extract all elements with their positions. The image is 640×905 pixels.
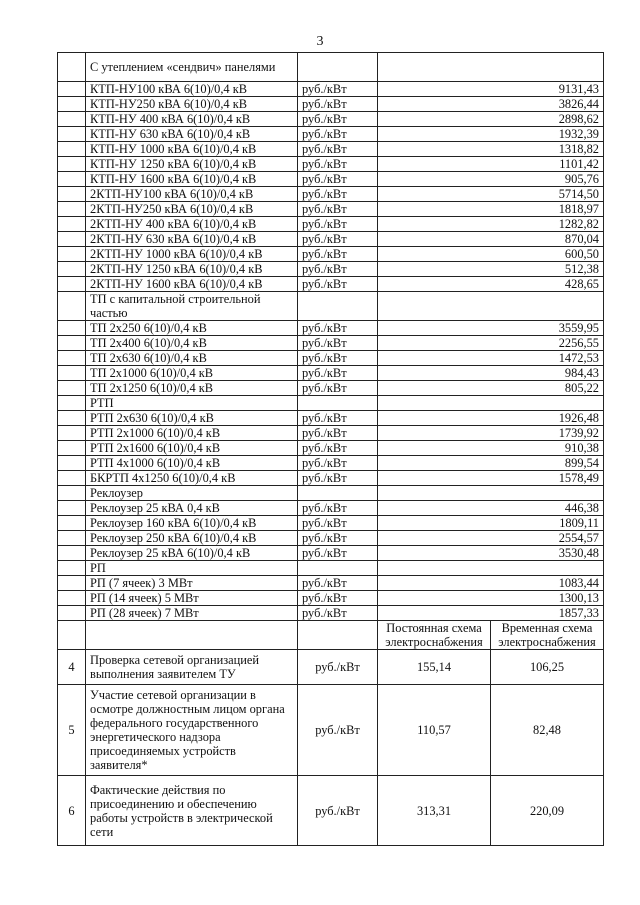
unit-cell: руб./кВт bbox=[298, 112, 378, 127]
unit-cell: руб./кВт bbox=[298, 157, 378, 172]
price-value: 1472,53 bbox=[378, 351, 604, 366]
price-value: 1101,42 bbox=[378, 157, 604, 172]
unit-cell: руб./кВт bbox=[298, 187, 378, 202]
number-cell bbox=[58, 217, 86, 232]
value-cell bbox=[378, 53, 604, 82]
table-row bbox=[58, 112, 604, 127]
group-heading: С утеплением «сендвич» панелями bbox=[86, 53, 298, 82]
unit-cell: руб./кВт bbox=[298, 202, 378, 217]
number-cell bbox=[58, 247, 86, 262]
number-cell bbox=[58, 292, 86, 321]
table-row bbox=[58, 426, 604, 441]
number-cell bbox=[58, 187, 86, 202]
unit-cell: руб./кВт bbox=[298, 82, 378, 97]
unit-cell: руб./кВт bbox=[298, 142, 378, 157]
price-value: 905,76 bbox=[378, 172, 604, 187]
table-row bbox=[58, 321, 604, 336]
price-value: 2554,57 bbox=[378, 531, 604, 546]
item-name: КТП-НУ 400 кВА 6(10)/0,4 кВ bbox=[86, 112, 298, 127]
item-name: РП (14 ячеек) 5 МВт bbox=[86, 591, 298, 606]
number-cell bbox=[58, 501, 86, 516]
group-heading: РП bbox=[86, 561, 298, 576]
unit-cell: руб./кВт bbox=[298, 531, 378, 546]
number-cell bbox=[58, 53, 86, 82]
price-value: 899,54 bbox=[378, 456, 604, 471]
number-cell bbox=[58, 591, 86, 606]
unit-cell: руб./кВт bbox=[298, 336, 378, 351]
tariff-table-body bbox=[58, 53, 604, 846]
temporary-value: 82,48 bbox=[491, 685, 604, 776]
value-cell bbox=[378, 396, 604, 411]
price-value: 5714,50 bbox=[378, 187, 604, 202]
price-value: 910,38 bbox=[378, 441, 604, 456]
unit-cell: руб./кВт bbox=[298, 471, 378, 486]
unit-cell: руб./кВт bbox=[298, 606, 378, 621]
item-number: 4 bbox=[58, 650, 86, 685]
table-row bbox=[58, 97, 604, 112]
table-row bbox=[58, 576, 604, 591]
number-cell bbox=[58, 381, 86, 396]
table-row bbox=[58, 441, 604, 456]
unit-cell: руб./кВт bbox=[298, 685, 378, 776]
unit-cell bbox=[298, 53, 378, 82]
number-cell bbox=[58, 621, 86, 650]
group-heading: РТП bbox=[86, 396, 298, 411]
item-number: 6 bbox=[58, 776, 86, 846]
table-row bbox=[58, 187, 604, 202]
unit-cell: руб./кВт bbox=[298, 776, 378, 846]
item-name: 2КТП-НУ 1000 кВА 6(10)/0,4 кВ bbox=[86, 247, 298, 262]
item-name: ТП 2х630 6(10)/0,4 кВ bbox=[86, 351, 298, 366]
unit-cell: руб./кВт bbox=[298, 351, 378, 366]
unit-cell: руб./кВт bbox=[298, 411, 378, 426]
numbered-item-row bbox=[58, 776, 604, 846]
number-cell bbox=[58, 531, 86, 546]
number-cell bbox=[58, 456, 86, 471]
item-name: РТП 2х1600 6(10)/0,4 кВ bbox=[86, 441, 298, 456]
temporary-value: 106,25 bbox=[491, 650, 604, 685]
price-value: 1282,82 bbox=[378, 217, 604, 232]
group-heading-row bbox=[58, 396, 604, 411]
item-name: Реклоузер 25 кВА 6(10)/0,4 кВ bbox=[86, 546, 298, 561]
number-cell bbox=[58, 411, 86, 426]
group-heading-row bbox=[58, 53, 604, 82]
item-name: БКРТП 4х1250 6(10)/0,4 кВ bbox=[86, 471, 298, 486]
table-row bbox=[58, 217, 604, 232]
number-cell bbox=[58, 232, 86, 247]
item-name: 2КТП-НУ250 кВА 6(10)/0,4 кВ bbox=[86, 202, 298, 217]
permanent-value: 313,31 bbox=[378, 776, 491, 846]
item-description: Фактические действия по присоединению и обеспечению работы устройств в электрической сети bbox=[86, 776, 298, 846]
item-name: 2КТП-НУ100 кВА 6(10)/0,4 кВ bbox=[86, 187, 298, 202]
table-row bbox=[58, 381, 604, 396]
unit-cell: руб./кВт bbox=[298, 262, 378, 277]
scheme-header-row bbox=[58, 621, 604, 650]
number-cell bbox=[58, 202, 86, 217]
price-value: 9131,43 bbox=[378, 82, 604, 97]
item-name: КТП-НУ 1250 кВА 6(10)/0,4 кВ bbox=[86, 157, 298, 172]
temporary-value: 220,09 bbox=[491, 776, 604, 846]
table-row bbox=[58, 142, 604, 157]
numbered-item-row bbox=[58, 685, 604, 776]
number-cell bbox=[58, 172, 86, 187]
number-cell bbox=[58, 576, 86, 591]
number-cell bbox=[58, 97, 86, 112]
table-row bbox=[58, 336, 604, 351]
unit-cell: руб./кВт bbox=[298, 321, 378, 336]
group-heading-row bbox=[58, 486, 604, 501]
price-value: 3826,44 bbox=[378, 97, 604, 112]
unit-cell bbox=[298, 292, 378, 321]
item-description: Проверка сетевой организацией выполнения заявителем ТУ bbox=[86, 650, 298, 685]
table-row bbox=[58, 232, 604, 247]
table-row bbox=[58, 277, 604, 292]
price-value: 984,43 bbox=[378, 366, 604, 381]
value-cell bbox=[378, 561, 604, 576]
table-row bbox=[58, 501, 604, 516]
unit-cell bbox=[298, 486, 378, 501]
price-value: 3530,48 bbox=[378, 546, 604, 561]
item-name: КТП-НУ250 кВА 6(10)/0,4 кВ bbox=[86, 97, 298, 112]
temporary-scheme-header: Временная схема электроснабжения bbox=[491, 621, 604, 650]
price-value: 1809,11 bbox=[378, 516, 604, 531]
number-cell bbox=[58, 546, 86, 561]
tariff-table bbox=[57, 52, 604, 846]
item-name: КТП-НУ 1600 кВА 6(10)/0,4 кВ bbox=[86, 172, 298, 187]
number-cell bbox=[58, 426, 86, 441]
number-cell bbox=[58, 321, 86, 336]
price-value: 805,22 bbox=[378, 381, 604, 396]
table-row bbox=[58, 247, 604, 262]
price-value: 1578,49 bbox=[378, 471, 604, 486]
item-name: РТП 2х1000 6(10)/0,4 кВ bbox=[86, 426, 298, 441]
table-row bbox=[58, 157, 604, 172]
price-value: 428,65 bbox=[378, 277, 604, 292]
unit-cell: руб./кВт bbox=[298, 591, 378, 606]
number-cell bbox=[58, 351, 86, 366]
unit-cell: руб./кВт bbox=[298, 516, 378, 531]
table-row bbox=[58, 546, 604, 561]
name-cell bbox=[86, 621, 298, 650]
item-name: Реклоузер 250 кВА 6(10)/0,4 кВ bbox=[86, 531, 298, 546]
number-cell bbox=[58, 142, 86, 157]
price-value: 1300,13 bbox=[378, 591, 604, 606]
number-cell bbox=[58, 157, 86, 172]
item-name: ТП 2х250 6(10)/0,4 кВ bbox=[86, 321, 298, 336]
price-value: 1932,39 bbox=[378, 127, 604, 142]
unit-cell: руб./кВт bbox=[298, 456, 378, 471]
unit-cell: руб./кВт bbox=[298, 172, 378, 187]
table-row bbox=[58, 82, 604, 97]
item-description: Участие сетевой организации в осмотре должностным лицом органа федерального государственного энергетического надзора присоединяемых устройств заявителя* bbox=[86, 685, 298, 776]
unit-cell bbox=[298, 621, 378, 650]
item-name: 2КТП-НУ 1250 кВА 6(10)/0,4 кВ bbox=[86, 262, 298, 277]
number-cell bbox=[58, 606, 86, 621]
unit-cell: руб./кВт bbox=[298, 381, 378, 396]
unit-cell bbox=[298, 396, 378, 411]
table-row bbox=[58, 591, 604, 606]
permanent-scheme-header: Постоянная схема электроснабжения bbox=[378, 621, 491, 650]
value-cell bbox=[378, 486, 604, 501]
item-name: КТП-НУ100 кВА 6(10)/0,4 кВ bbox=[86, 82, 298, 97]
item-name: ТП 2х400 6(10)/0,4 кВ bbox=[86, 336, 298, 351]
unit-cell: руб./кВт bbox=[298, 97, 378, 112]
number-cell bbox=[58, 561, 86, 576]
table-row bbox=[58, 516, 604, 531]
item-name: 2КТП-НУ 400 кВА 6(10)/0,4 кВ bbox=[86, 217, 298, 232]
group-heading-row bbox=[58, 561, 604, 576]
item-number: 5 bbox=[58, 685, 86, 776]
table-row bbox=[58, 471, 604, 486]
unit-cell: руб./кВт bbox=[298, 217, 378, 232]
table-row bbox=[58, 172, 604, 187]
number-cell bbox=[58, 112, 86, 127]
table-row bbox=[58, 351, 604, 366]
price-value: 1739,92 bbox=[378, 426, 604, 441]
item-name: РТП 4х1000 6(10)/0,4 кВ bbox=[86, 456, 298, 471]
unit-cell: руб./кВт bbox=[298, 426, 378, 441]
table-row bbox=[58, 531, 604, 546]
numbered-item-row bbox=[58, 650, 604, 685]
page-number: 3 bbox=[316, 34, 324, 49]
table-row bbox=[58, 456, 604, 471]
number-cell bbox=[58, 336, 86, 351]
item-name: ТП 2х1000 6(10)/0,4 кВ bbox=[86, 366, 298, 381]
value-cell bbox=[378, 292, 604, 321]
table-row bbox=[58, 366, 604, 381]
unit-cell: руб./кВт bbox=[298, 277, 378, 292]
unit-cell bbox=[298, 561, 378, 576]
unit-cell: руб./кВт bbox=[298, 441, 378, 456]
table-row bbox=[58, 127, 604, 142]
item-name: Реклоузер 25 кВА 0,4 кВ bbox=[86, 501, 298, 516]
price-value: 1818,97 bbox=[378, 202, 604, 217]
number-cell bbox=[58, 516, 86, 531]
unit-cell: руб./кВт bbox=[298, 650, 378, 685]
price-value: 2256,55 bbox=[378, 336, 604, 351]
group-heading: ТП с капитальной строительной частью bbox=[86, 292, 298, 321]
number-cell bbox=[58, 277, 86, 292]
number-cell bbox=[58, 441, 86, 456]
price-value: 600,50 bbox=[378, 247, 604, 262]
price-value: 1926,48 bbox=[378, 411, 604, 426]
number-cell bbox=[58, 471, 86, 486]
unit-cell: руб./кВт bbox=[298, 366, 378, 381]
price-value: 1857,33 bbox=[378, 606, 604, 621]
price-value: 1318,82 bbox=[378, 142, 604, 157]
unit-cell: руб./кВт bbox=[298, 232, 378, 247]
unit-cell: руб./кВт bbox=[298, 576, 378, 591]
group-heading: Реклоузер bbox=[86, 486, 298, 501]
table-row bbox=[58, 606, 604, 621]
group-heading-row bbox=[58, 292, 604, 321]
price-value: 870,04 bbox=[378, 232, 604, 247]
price-value: 3559,95 bbox=[378, 321, 604, 336]
price-value: 1083,44 bbox=[378, 576, 604, 591]
unit-cell: руб./кВт bbox=[298, 501, 378, 516]
number-cell bbox=[58, 262, 86, 277]
item-name: 2КТП-НУ 1600 кВА 6(10)/0,4 кВ bbox=[86, 277, 298, 292]
item-name: РП (7 ячеек) 3 МВт bbox=[86, 576, 298, 591]
number-cell bbox=[58, 82, 86, 97]
unit-cell: руб./кВт bbox=[298, 127, 378, 142]
table-row bbox=[58, 202, 604, 217]
number-cell bbox=[58, 366, 86, 381]
item-name: КТП-НУ 1000 кВА 6(10)/0,4 кВ bbox=[86, 142, 298, 157]
price-value: 512,38 bbox=[378, 262, 604, 277]
table-row bbox=[58, 411, 604, 426]
item-name: ТП 2х1250 6(10)/0,4 кВ bbox=[86, 381, 298, 396]
item-name: РТП 2х630 6(10)/0,4 кВ bbox=[86, 411, 298, 426]
item-name: КТП-НУ 630 кВА 6(10)/0,4 кВ bbox=[86, 127, 298, 142]
permanent-value: 155,14 bbox=[378, 650, 491, 685]
table-row bbox=[58, 262, 604, 277]
number-cell bbox=[58, 486, 86, 501]
item-name: Реклоузер 160 кВА 6(10)/0,4 кВ bbox=[86, 516, 298, 531]
price-value: 2898,62 bbox=[378, 112, 604, 127]
number-cell bbox=[58, 127, 86, 142]
number-cell bbox=[58, 396, 86, 411]
item-name: 2КТП-НУ 630 кВА 6(10)/0,4 кВ bbox=[86, 232, 298, 247]
permanent-value: 110,57 bbox=[378, 685, 491, 776]
item-name: РП (28 ячеек) 7 МВт bbox=[86, 606, 298, 621]
unit-cell: руб./кВт bbox=[298, 247, 378, 262]
price-value: 446,38 bbox=[378, 501, 604, 516]
unit-cell: руб./кВт bbox=[298, 546, 378, 561]
